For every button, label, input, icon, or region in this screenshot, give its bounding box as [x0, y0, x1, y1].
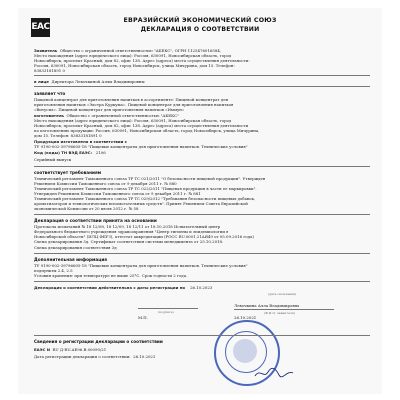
signature-caption: (подпись)	[158, 310, 174, 314]
tnved-value: 2106	[95, 151, 106, 155]
represented-text: Директора Левочкиной Аллы Владимировны	[51, 80, 145, 84]
basis-line: Протокола испытаний № 18 12/08, 18 12/09, 18 12/11 от 18.10.2018 Испытательный центр	[34, 225, 221, 229]
registration-date: 26.10.2021	[133, 355, 156, 359]
requirement-line: Технический регламент Таможенного союза ТР ТС 022/2011 "Пищевая продукция в части ее маркировки".	[34, 187, 257, 191]
manufacturer-line: Новосибирск, проспект Красный, дом 82, офис 138. Адрес (адреса) места осуществления деятельности	[34, 124, 249, 128]
represented-line	[34, 80, 145, 84]
eac-logo: ЕАС	[31, 18, 50, 37]
product-line: приготовления напитков «Экстра Куркума». Пищевой концентрат для приготовления напитков	[34, 103, 234, 107]
applicant-line: Место нахождения (адрес юридического лица): Россия, 630091, Новосибирская область, город	[34, 54, 232, 58]
requirement-line: Технический регламент Таможенного союза ТР ТС 021/2011 "О безопасности пищевой продукции". Утвержден	[34, 177, 266, 181]
basis-line: Федерального бюджетного учреждения здравоохранения "Центр гигиены и эпидемиологии в	[34, 230, 229, 234]
signer-caption: (Ф.И.О. заявителя)	[264, 311, 295, 315]
manufacturer-label: изготовитель	[34, 114, 65, 118]
codes-label: Продукция изготовлена в соответствии с	[34, 140, 127, 144]
divider	[34, 166, 370, 167]
signature-rule	[138, 308, 198, 309]
document-title: ДЕКЛАРАЦИЯ О СООТВЕТСТВИИ	[140, 26, 260, 33]
divider	[34, 281, 370, 282]
extra-line: ТУ 9190-002-39796605-18 "Пищевые концентраты для приготовления напитков. Технические условия"	[34, 264, 248, 268]
applicant-line: Новосибирск, проспект Красный, дом 82, офис 138. Адрес (адреса) места осуществления деятельности:	[34, 59, 250, 63]
requirement-line: экономической Комиссии от 20 июля 2012 г. № 58	[34, 207, 139, 211]
divider	[34, 86, 370, 87]
tnved-label: Код (коды) ТН ВЭД ЕАЭС:	[34, 151, 93, 155]
applicant-line: 83833181891 0	[34, 69, 65, 73]
manufacturer-line: Место нахождения (адрес юридического лица): Россия, 630091, Новосибирская область, город	[34, 119, 232, 123]
union-title: ЕВРАЗИЙСКИЙ ЭКОНОМИЧЕСКИЙ СОЮЗ	[123, 17, 277, 24]
requirement-line: ароматизаторов и технологических вспомогательных средств". Принят Решением Совета Евразийской	[34, 202, 248, 206]
divider	[34, 335, 370, 336]
divider	[34, 253, 370, 254]
declaration-sheet	[18, 8, 382, 394]
signer-rule	[234, 309, 334, 310]
represented-label: в лице	[34, 80, 49, 84]
extra-line: Условия хранения: при температуре не выше 25°С. Срок годности 2 года.	[34, 274, 188, 278]
registration-number: RU Д-RU.АЕ96.В.00090/21	[52, 348, 107, 352]
applicant-text: Общество с ограниченной ответственностью "АБЕКС", ОГРН 1125476016584,	[59, 49, 222, 53]
validity-line	[34, 286, 212, 290]
extra-line: подпункты 2.4, 2.5	[34, 269, 73, 273]
basis-heading: Декларация о соответствии принята на основании	[34, 218, 157, 223]
signer-name: Левочкина Алла Владимировна	[234, 304, 300, 308]
validity-label: Декларация о соответствии действительна с даты регистрации по	[34, 286, 186, 290]
scheme-line: Схема декларирования соответствия 3д	[34, 246, 117, 250]
registration-date-label: Дата регистрации декларации о соответствии:	[34, 355, 131, 359]
stamp-center	[233, 339, 257, 363]
divider	[34, 214, 370, 215]
manufacturer-text: Общество с ограниченной ответственностью "АБЕКС"	[66, 114, 179, 118]
basis-line: Новосибирской области" (ИЛЦ ФБУЗ), аттестат аккредитации (РОСС RU.0001.21АЯ49 от 05.09.2016 года)	[34, 235, 254, 239]
tnved-line	[34, 151, 106, 155]
requirements-heading: соответствует требованиям	[34, 170, 102, 175]
applicant-line: Россия, 630091, Новосибирская область, город Новосибирск, улица Мичурина, дом 15. Телефон:	[34, 64, 235, 68]
manufacturer-line	[34, 114, 179, 118]
registration-heading: Сведения о регистрации декларации о соответствии	[34, 339, 163, 344]
manufacturer-line: дом 15. Телефон: 83833181891 0	[34, 134, 102, 138]
signature-date: 26.10.2021	[234, 316, 257, 320]
signature-scribble	[254, 364, 294, 376]
validity-caption: (дата окончания)	[268, 292, 297, 296]
basis-line: Схема декларирования 3д. Сертификат соответствия системы менеджмента от 25.10.2018.	[34, 240, 224, 244]
product-line: Пищевой концентрат для приготовления напитков в ассортименте: Пищевой концентрат для	[34, 98, 229, 102]
declares-heading: заявляет что	[34, 91, 66, 96]
production-type: Серийный выпуск	[34, 158, 72, 162]
applicant-line	[34, 49, 221, 53]
manufacturer-line: по изготовлению продукции: Россия, 630091, Новосибирская область, город Новосибирск, улица Мичурина,	[34, 129, 260, 133]
divider	[34, 75, 370, 76]
product-line: «Витусил». Пищевой концентрат для приготовления напитков «Иммун»	[34, 108, 185, 112]
requirement-line: Технический регламент Таможенного союза ТР ТС 029/2012 "Требования безопасности пищевых добавок,	[34, 197, 256, 201]
registration-number-line	[34, 348, 106, 352]
extra-heading: Дополнительная информация	[34, 257, 107, 262]
mp-label: М.П.	[138, 316, 148, 320]
requirement-line: Решением Комиссии Таможенного союза от 9 декабря 2011 г. № 880	[34, 182, 177, 186]
applicant-label: Заявитель	[34, 49, 58, 53]
validity-date: 26.10.2023	[190, 286, 213, 290]
registration-date-line	[34, 355, 155, 359]
codes-line: ТУ 9190-002-39796605-18 "Пищевые концентраты для приготовления напитков. Технические условия"	[34, 145, 248, 149]
requirement-line: Утвержден Решением Комиссии Таможенного союза от 9 декабря 2011 г. № 881	[34, 192, 201, 196]
registration-number-label: ЕАЭС N	[34, 348, 50, 352]
